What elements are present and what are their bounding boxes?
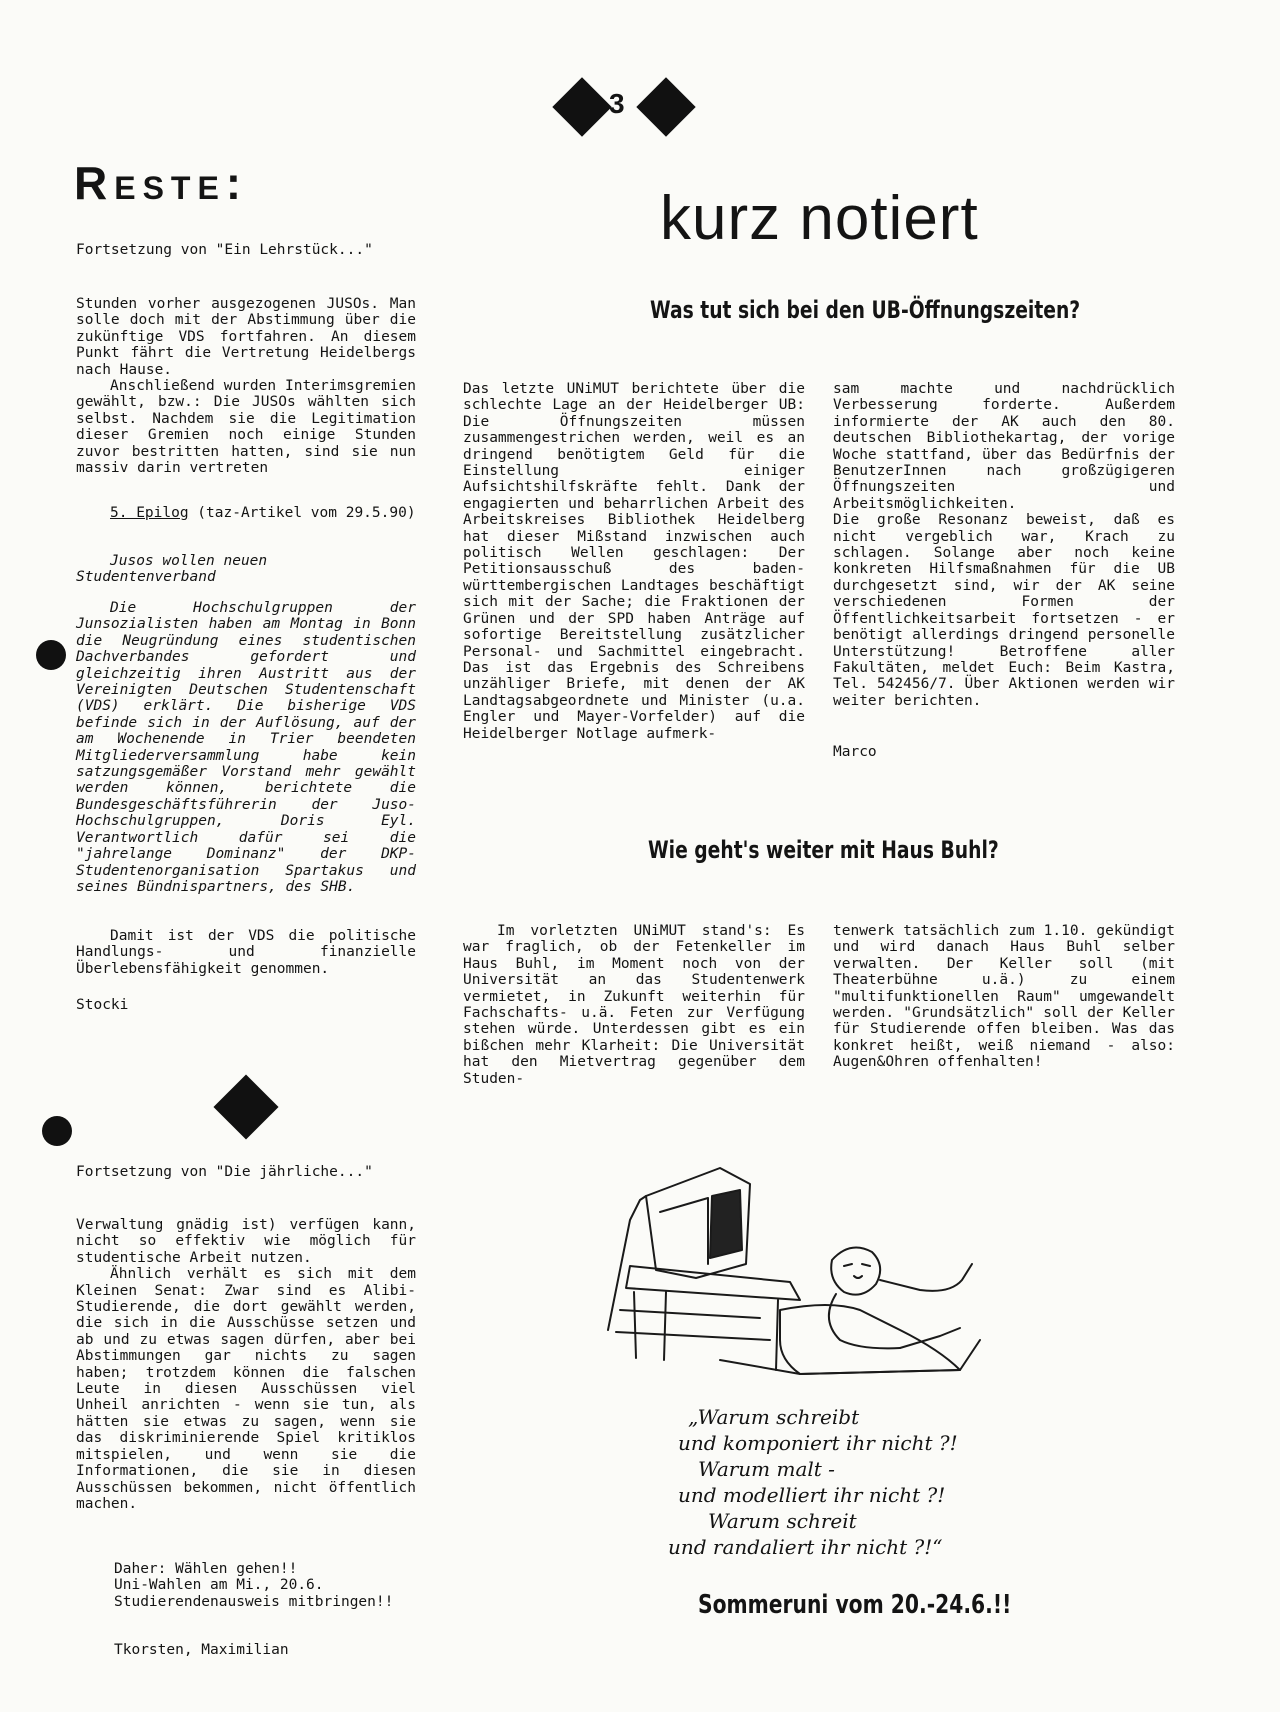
bullet-dot-icon (42, 1116, 72, 1146)
page-number: 3 (609, 88, 625, 119)
reste-title: Reste: (74, 157, 249, 209)
sommeruni-announcement: Sommeruni vom 20.-24.6.!! (698, 1590, 1012, 1620)
taz-headline: Jusos wollen neuen Studentenverband (76, 553, 268, 586)
epilog-line (76, 505, 416, 521)
section-heading-haus-buhl: Wie geht's weiter mit Haus Buhl? (648, 836, 999, 864)
caption-line: und komponiert ihr nicht ?! (678, 1431, 958, 1455)
caption-line: und modelliert ihr nicht ?! (678, 1483, 946, 1507)
paragraph: Anschließend wurden Interimsgremien gewählt, bzw.: Die JUSOs wählten sich selbst. Nachdem sie die Legitimation dieser Gremien noch einige Stunden zuvor bestritten hatten, sind sie nun massiv darin vertreten (76, 378, 416, 477)
caption-line: und randaliert ihr nicht ?!“ (668, 1535, 943, 1559)
ub-column-1: Das letzte UNiMUT berichtete über die schlechte Lage an der Heidelberger UB: Die Öffnungszeiten müssen zusammengestrichen werden, weil es an dringend benötigtem Geld für die Einstellung einiger Aufsichtshilfskräfte fehlt. Dank der engagierten und beharrlichen Arbeit des Arbeitskreises Bibliothek Heidelberg hat dieser Mißstand inzwischen auch politisch Wellen geschlagen: Der Petitionsausschuß des baden-württembergischen Landtages beschäftigt sich mit der Sache; die Fraktionen der Grünen und der SPD haben Anträge auf sofortige Bereitstellung zusätzlicher Personal- und Sachmittel eingebracht. Das ist das Ergebnis des Schreibens unzähliger Briefe, mit denen der AK Landtagsabgeordnete und Minister (u.a. Engler und Mayer-Vorfelder) auf die Heidelberger Notlage aufmerk- (463, 381, 805, 742)
paragraph: Die große Resonanz beweist, daß es nicht vergeblich war, Krach zu schlagen. Solange aber noch keine konkreten Hilfsmaßnahmen für die UB durchgesetzt sind, wir der AK seine verschiedenen Formen der Öffentlichkeitsarbeit fortsetzen - er benötigt allerdings dringend personelle Unterstützung! Betroffene aller Fakultäten, meldet Euch: Beim Kastra, Tel. 542456/7. Über Aktionen werden wir weiter berichten. (833, 512, 1175, 709)
haus-buhl-column-1: Im vorletzten UNiMUT stand's: Es war fraglich, ob der Fetenkeller im Haus Buhl, im Moment noch von der Universität an das Studentenwerk vermietet, in Zukunft weiterhin für Fachschafts- u.ä. Feten zur Verfügung stehen würde. Unterdessen gibt es ein bißchen mehr Klarheit: Die Universität hat den Mietvertrag gegenüber dem Studen- (463, 923, 805, 1087)
author-marco: Marco (833, 744, 877, 760)
paragraph: Verwaltung gnädig ist) verfügen kann, nicht so effektiv wie möglich für studentische Arbeit nutzen. (76, 1217, 416, 1266)
bullet-dot-icon (36, 640, 66, 670)
call-to-vote (76, 1561, 416, 1610)
author-tkorsten: Tkorsten, Maximilian (114, 1642, 289, 1658)
paragraph: Ähnlich verhält es sich mit dem Kleinen Senat: Zwar sind es Alibi-Studierende, die dort gewählt werden, die sich in die Ausschüsse setzen und ab und zu etwas sagen dürfen, aber bei Abstimmungen gar nichts zu sagen haben; trotzdem können die falschen Leute in diesen Ausschüssen viel Unheil anrichten - wenn sie tun, als hätten sie etwas zu sagen, wenn sie das diskriminierende Spiel kritiklos mitspielen, und wenn sie die Informationen, die sie in diesen Ausschüssen bekommen, nicht öffentlich machen. (76, 1266, 416, 1512)
continuation-heading-1: Fortsetzung von "Ein Lehrstück..." (76, 242, 373, 258)
closing-paragraph: Damit ist der VDS die politische Handlungs- und finanzielle Überlebensfähigkeit genommen. (76, 928, 416, 977)
separator-diamond-icon (213, 1074, 278, 1139)
paragraph: Stunden vorher ausgezogenen JUSOs. Man solle doch mit der Abstimmung über die zukünftige VDS fortfahren. An diesem Punkt fährt die Vertretung Heidelbergs nach Hause. (76, 296, 416, 378)
cartoon-drawing (600, 1160, 1000, 1390)
cartoon-caption (668, 1404, 958, 1560)
kurz-notiert-title: kurz notiert (660, 184, 979, 253)
diamond-left-icon (552, 77, 611, 136)
epilog-label: 5. Epilog (110, 505, 189, 521)
jaehrliche-text (76, 1217, 416, 1512)
haus-buhl-column-2: tenwerk tatsächlich zum 1.10. gekündigt und wird danach Haus Buhl selber verwalten. Der Keller soll (mit Theaterbühne u.ä.) zu einem "multifunktionellen Raum" umgewandelt werden. "Grundsätzlich" soll der Keller für Studierende offen bleiben. Was das konkret heißt, weiß niemand - also: Augen&Ohren offenhalten! (833, 923, 1175, 1071)
call-line: Uni-Wahlen am Mi., 20.6. (114, 1577, 324, 1594)
epilog-source: (taz-Artikel vom 29.5.90) (188, 505, 416, 521)
paragraph: sam machte und nachdrücklich Verbesserung forderte. Außerdem informierte der AK auch den 80. deutschen Bibliothekartag, der vorige Woche stattfand, über das Bedürfnis der BenutzerInnen nach großzügigeren Öffnungszeiten und Arbeitsmöglichkeiten. (833, 381, 1175, 512)
caption-line: „Warum schreibt (688, 1405, 860, 1429)
ub-column-2 (833, 381, 1175, 709)
continuation-heading-2: Fortsetzung von "Die jährliche..." (76, 1164, 373, 1180)
lehrstueck-text (76, 296, 416, 476)
author-stocki: Stocki (76, 997, 129, 1013)
call-line: Daher: Wählen gehen!! (114, 1561, 298, 1577)
taz-article: Die Hochschulgruppen der Junsozialisten haben am Montag in Bonn die Neugründung eines studentischen Dachverbandes gefordert und gleichzeitig ihren Austritt aus der Vereinigten Deutschen Studentenschaft (VDS) erklärt. Die bisherige VDS befinde sich in der Auflösung, auf der am Wochenende in Trier beendeten Mitgliederversammlung habe kein satzungsgemäßer Vorstand mehr gewählt werden können, berichtete die Bundesgeschäftsführerin der Juso-Hochschulgruppen, Doris Eyl. Verantwortlich dafür sei die "jahrelange Dominanz" der DKP-Studentenorganisation Spartakus und seines Bündnispartners, des SHB. (76, 600, 416, 895)
caption-line: Warum malt - (698, 1457, 835, 1481)
caption-line: Warum schreit (708, 1509, 857, 1533)
diamond-right-icon (636, 77, 695, 136)
section-heading-ub: Was tut sich bei den UB-Öffnungszeiten? (650, 296, 1081, 324)
call-line: Studierendenausweis mitbringen!! (114, 1593, 394, 1610)
